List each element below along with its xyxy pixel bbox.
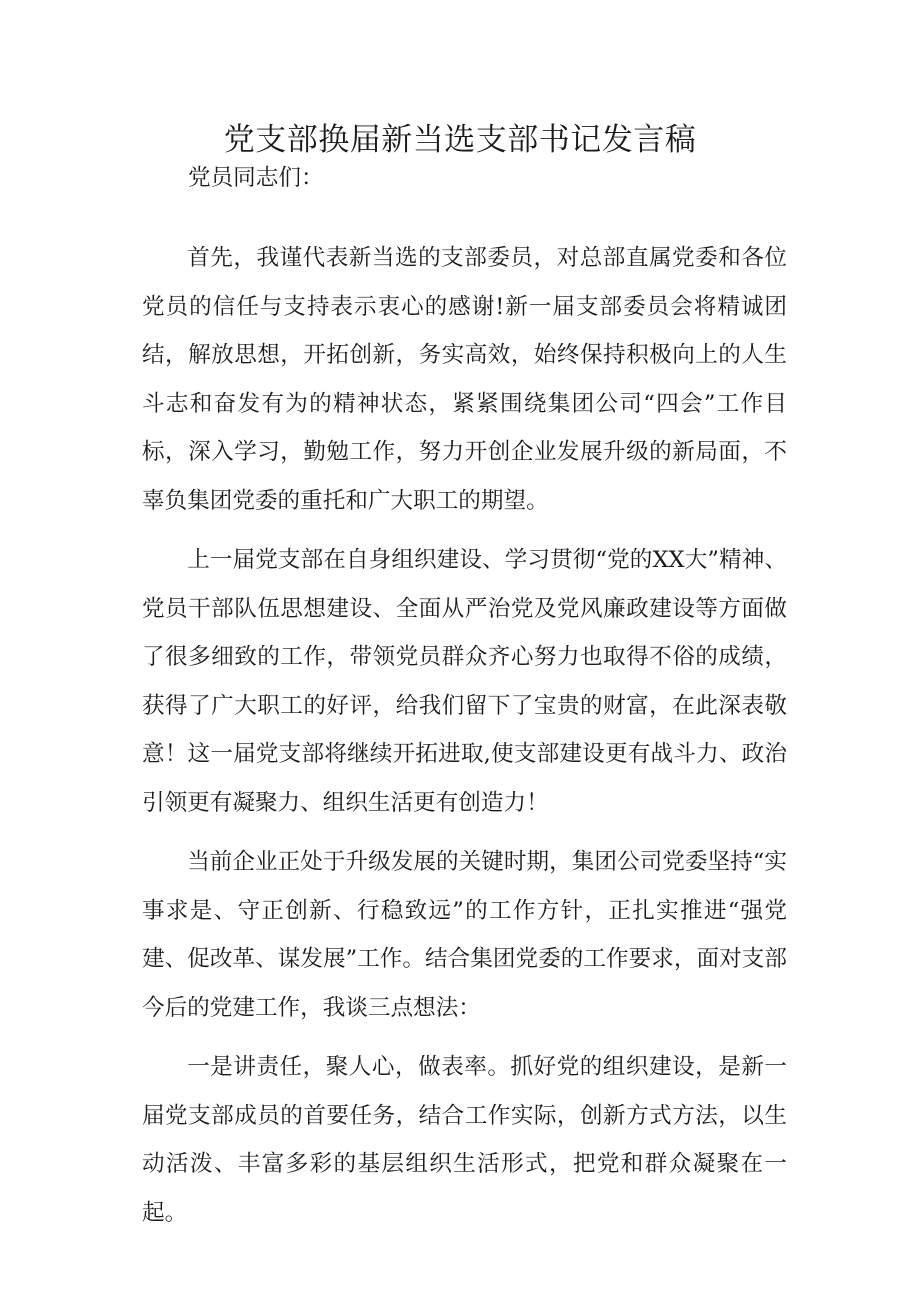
paragraph-2: 上一届党支部在自身组织建设、学习贯彻“党的XX大”精神、党员干部队伍思想建设、全面从严治党及党风廉政建设等方面做了很多细致的工作，带领党员群众齐心努力也取得不俗的成绩，获得了广大职工的好评，给我们留下了宝贵的财富，在此深表敬意！这一届党支部将继续开拓进取,使支部建设更有战斗力、政治引领更有凝聚力、组织生活更有创造力！ xyxy=(142,547,787,816)
document-title: 党支部换届新当选支部书记发言稿 xyxy=(223,122,697,158)
paragraph-1: 首先，我谨代表新当选的支部委员，对总部直属党委和各位党员的信任与支持表示衷心的感谢!新一届支部委员会将精诚团结，解放思想，开拓创新，务实高效，始终保持积极向上的人生斗志和奋发有为的精神状态，紧紧围绕集团公司“四会”工作目标，深入学习，勤勉工作，努力开创企业发展升级的新局面，不辜负集团党委的重托和广大职工的期望。 xyxy=(142,245,787,514)
paragraph-4: 一是讲责任，聚人心，做表率。抓好党的组织建设，是新一届党支部成员的首要任务，结合工作实际，创新方式方法，以生动活泼、丰富多彩的基层组织生活形式，把党和群众凝聚在一起。 xyxy=(142,1054,787,1226)
greeting: 党员同志们： xyxy=(188,165,324,191)
paragraph-3: 当前企业正处于升级发展的关键时期，集团公司党委坚持“实事求是、守正创新、行稳致远”的工作方针，正扎实推进“强党建、促改革、谋发展”工作。结合集团党委的工作要求，面对支部今后的党建工作，我谈三点想法： xyxy=(142,849,787,1021)
